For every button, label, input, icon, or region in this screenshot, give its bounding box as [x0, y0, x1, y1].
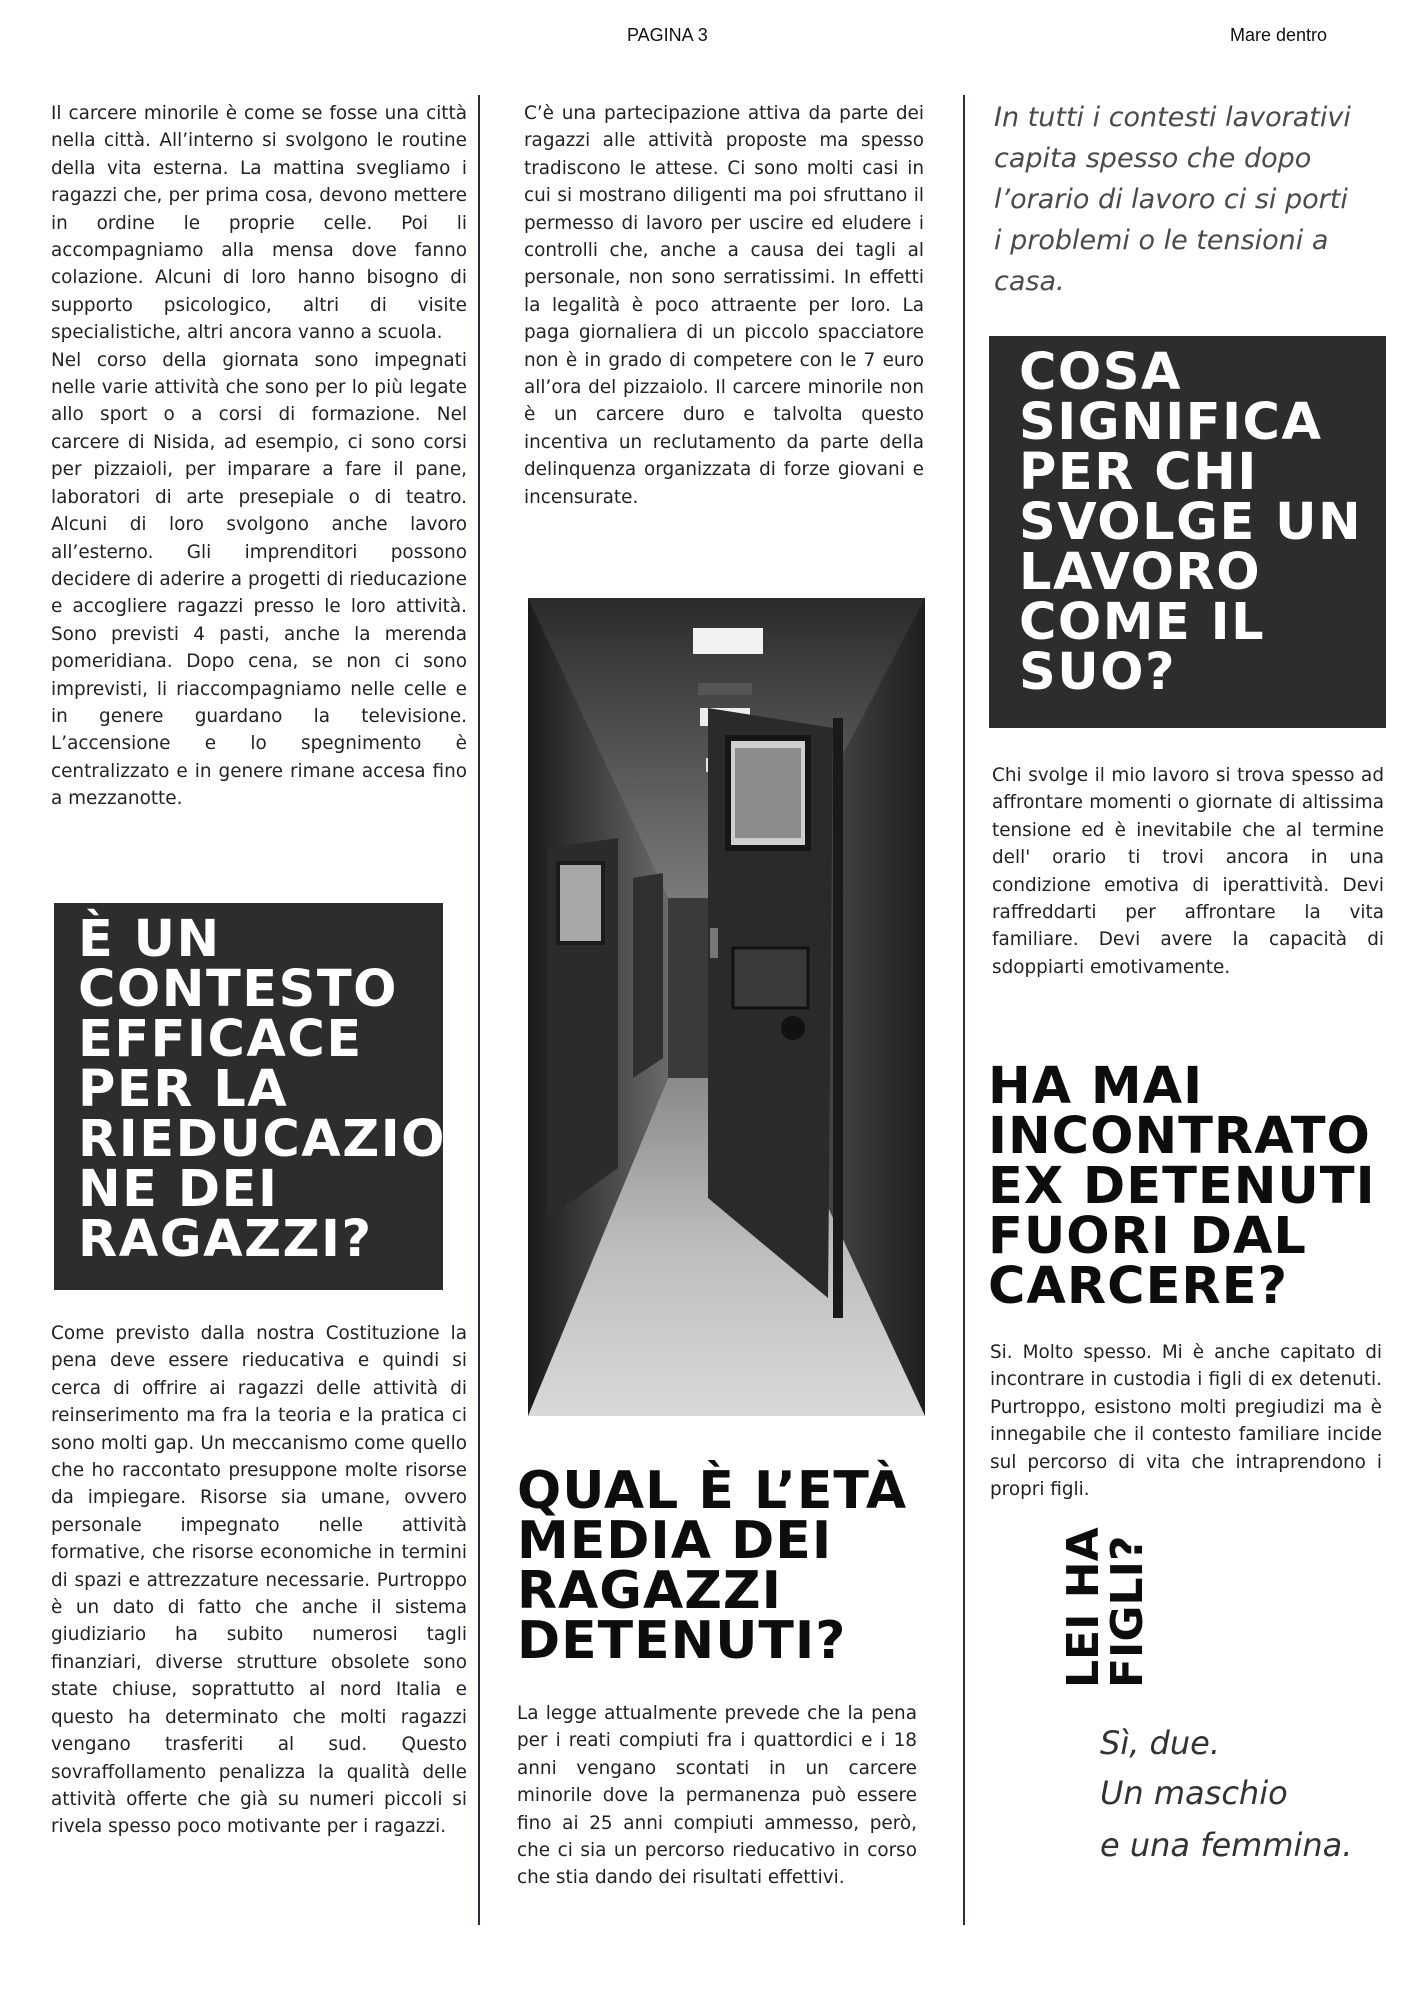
answer-rieducazione	[51, 1320, 467, 1841]
answer-eta-text: La legge attualmente prevede che la pena per i reati compiuti fra i quattordici e i 18 anni vengano scontati in un carcere minorile dove la permanenza può essere fino ai 25 anni compiuti ammesso, però, che ci sia un percorso rieducativo in corso che stia dando dei risultati effettivi.	[517, 1703, 917, 1889]
page-number: PAGINA 3	[627, 25, 708, 45]
question-box-lavoro	[989, 336, 1386, 728]
question-title-eta: QUAL È L’ETÀ MEDIA DEI RAGAZZI DETENUTI?	[517, 1461, 908, 1671]
answer-lavoro-text: Chi svolge il mio lavoro si trova spesso ad affrontare momenti o giornate di altissima tensione ed è inevitabile che al termine dell' orario ti trovi ancora in una condizione emotiva di iperattività. Devi raffreddarti per affrontare la vita familiare. Devi avere la capacità di sdoppiarti emotivamente.	[992, 765, 1384, 978]
answer-lavoro	[992, 762, 1384, 981]
intro-text	[51, 100, 467, 813]
answer-figli-line-1: Sì, due.	[1100, 1724, 1220, 1762]
intro-paragraph-1: Il carcere minorile è come se fosse una città nella città. All’interno si svolgono le routine della vita esterna. La mattina svegliamo i ragazzi che, per prima cosa, devono mettere in ordine le proprie celle. Poi li accompagniamo alla mensa dove fanno colazione. Alcuni di loro hanno bisogno di supporto psicologico, altri di visite specialistiche, altri ancora vanno a scuola.	[51, 103, 467, 344]
participation-text	[524, 100, 924, 511]
prison-corridor-photo	[528, 598, 925, 1416]
answer-rieducazione-text: Come previsto dalla nostra Costituzione la pena deve essere rieducativa e quindi si cerca di offrire ai ragazzi delle attività di reinserimento ma fra la teoria e la pratica ci sono molti gap. Un meccanismo come quello che ho raccontato presuppone molte risorse da impiegare. Risorse sia umane, ovvero personale impegnato nelle attività formative, che risorse economiche in termini di spazi e attrezzature necessarie. Purtroppo è un dato di fatto che anche il sistema giudiziario ha subito numerosi tagli finanziari, diverse strutture obsolete sono state chiuse, soprattutto al nord Italia e questo ha determinato che molti ragazzi vengano trasferiti al sud. Questo sovraffollamento penalizza la qualità delle attività offerte che già su numeri piccoli si rivela spesso poco motivante per i ragazzi.	[51, 1323, 467, 1838]
column-divider-right	[963, 95, 965, 1925]
answer-figli-line-2: Un maschio	[1100, 1774, 1288, 1812]
answer-eta	[517, 1700, 917, 1892]
question-title-rieducazione: È UN CONTESTO EFFICACE PER LA RIEDUCAZIO NE DEI RAGAZZI?	[78, 910, 447, 1269]
column-divider-left	[478, 95, 480, 1925]
answer-figli-line-3: e una femmina.	[1100, 1826, 1353, 1864]
question-title-lavoro: COSA SIGNIFICA PER CHI SVOLGE UN LAVORO COME IL SUO?	[1019, 343, 1363, 702]
answer-ex-detenuti-text: Si. Molto spesso. Mi è anche capitato di incontrare in custodia i figli di ex detenuti. Purtroppo, esistono molti pregiudizi ma è innegabile che il contesto familiare incide sul percorso di vita che intraprendono i propri figli.	[990, 1342, 1382, 1501]
pull-quote: In tutti i contesti lavorativi capita spesso che dopo l’orario di lavoro ci si porti i problemi o le tensioni a casa.	[994, 102, 1351, 297]
question-title-figli: LEI HA FIGLI?	[1058, 1527, 1153, 1688]
question-title-ex-detenuti: HA MAI INCONTRATO EX DETENUTI FUORI DAL CARCERE?	[988, 1057, 1376, 1316]
magazine-title: Mare dentro	[1230, 25, 1328, 45]
question-box-rieducazione	[54, 903, 447, 1290]
prison-corridor-illustration	[528, 598, 925, 1416]
participation-paragraph: C’è una partecipazione attiva da parte dei ragazzi alle attività proposte ma spesso tradiscono le attese. Ci sono molti casi in cui si mostrano diligenti ma poi sfruttano il permesso di lavoro per uscire ed eludere i controlli che, anche a causa dei tagli al personale, non sono serratissimi. In effetti la legalità è poco attraente per loro. La paga giornaliera di un piccolo spacciatore non è in grado di competere con le 7 euro all’ora del pizzaiolo. Il carcere minorile non è un carcere duro e talvolta questo incentiva un reclutamento da parte della delinquenza organizzata di forze giovani e incensurate.	[524, 103, 924, 508]
intro-paragraph-2: Nel corso della giornata sono impegnati nelle varie attività che sono per lo più legate allo sport o a corsi di formazione. Nel carcere di Nisida, ad esempio, ci sono corsi per pizzaioli, per imparare a fare il pane, laboratori di arte presepiale o di teatro. Alcuni di loro svolgono anche lavoro all’esterno. Gli imprenditori possono decidere di aderire a progetti di rieducazione e accogliere ragazzi presso le loro attività. Sono previsti 4 pasti, anche la merenda pomeridiana. Dopo cena, se non ci sono imprevisti, li riaccompagniamo nelle celle e in genere guardano la televisione. L’accensione e lo spegnimento è centralizzato e in genere rimane accesa fino a mezzanotte.	[51, 349, 467, 810]
answer-ex-detenuti	[990, 1339, 1382, 1503]
